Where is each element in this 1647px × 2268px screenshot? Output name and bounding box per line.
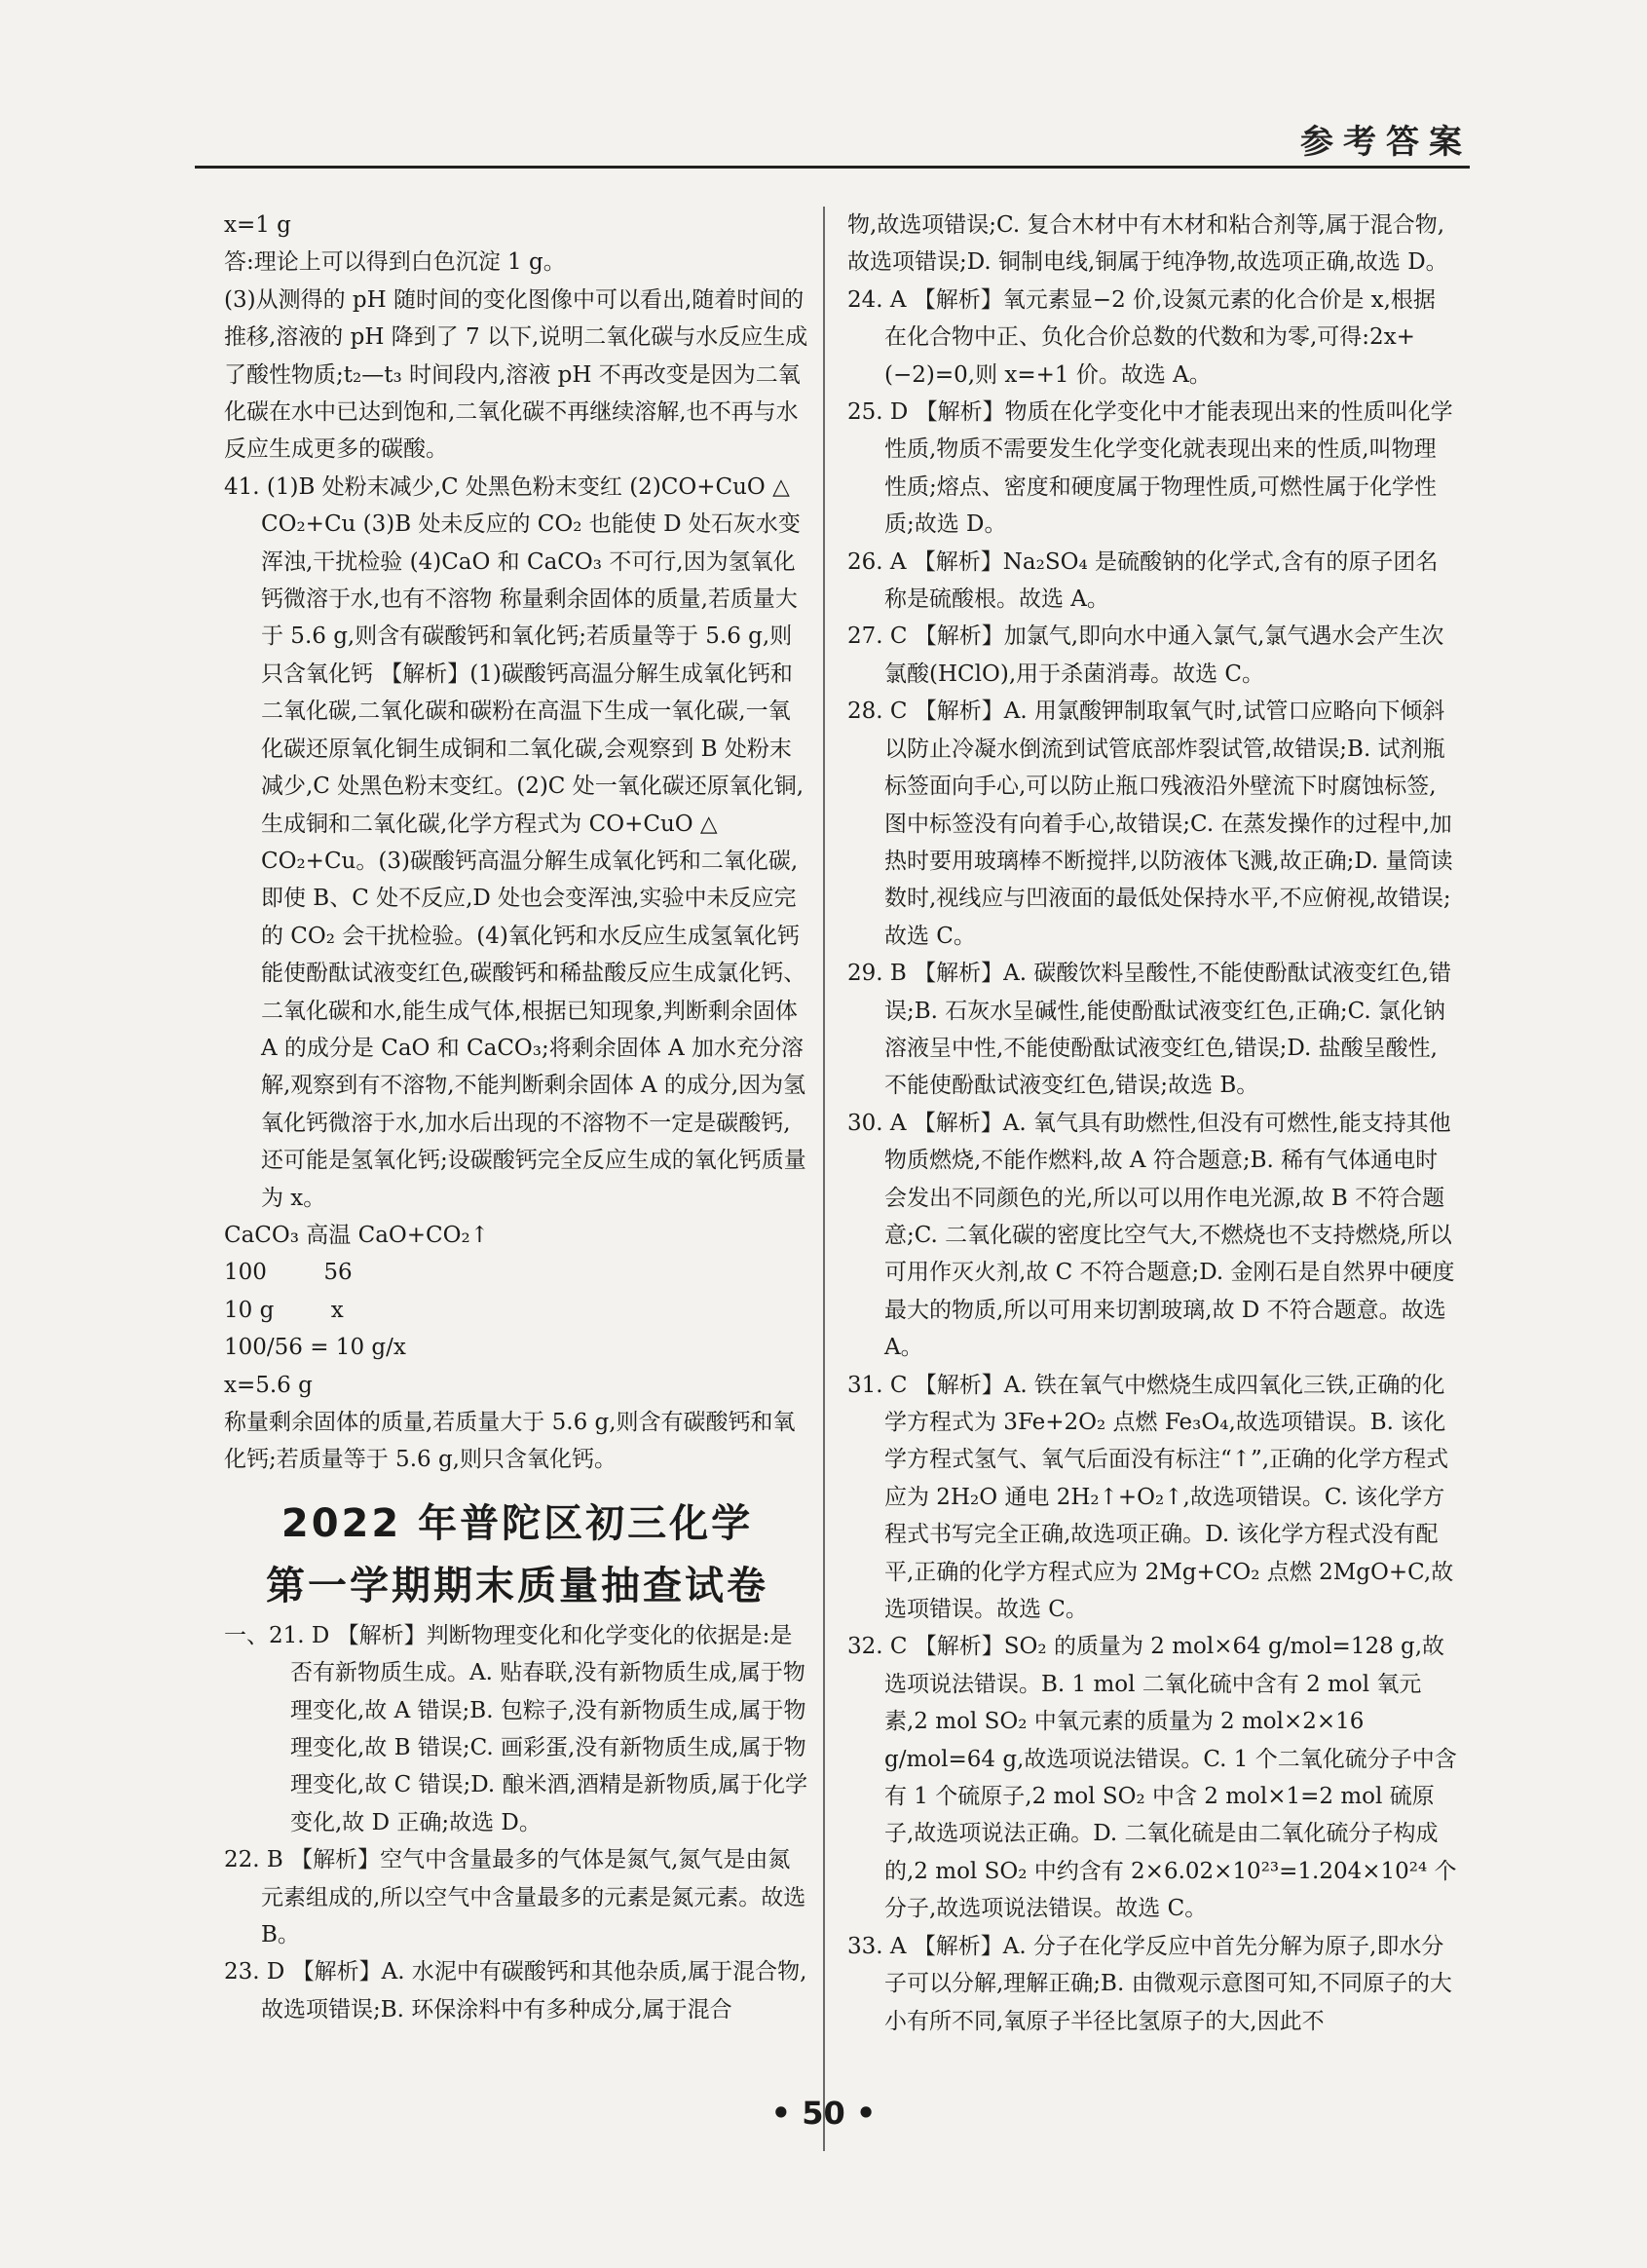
answer-26: 26. A 【解析】Na₂SO₄ 是硫酸钠的化学式,含有的原子团名称是硫酸根。故选 A。 xyxy=(847,548,1439,613)
answer-32: 32. C 【解析】SO₂ 的质量为 2 mol×64 g/mol=128 g,故选项说法错误。B. 1 mol 二氧化硫中含有 2 mol 氧元素,2 mol SO₂ 中氧元素的质量为 2 mol×2×16 g/mol=64 g,故选项说法错误。C. 1 个二氧化硫分子中含有 1 个硫原子,2 mol SO₂ 中含 2 mol×1=2 mol 硫原子,故选项说法正确。D. 二氧化硫是由二氧化硫分子构成的,2 mol SO₂ 中约含有 2×6.02×10²³=1.204×10²⁴ 个分子,故选项说法错误。故选 C。 xyxy=(847,1634,1457,1922)
answer-25: 25. D 【解析】物质在化学变化中才能表现出来的性质叫化学性质,物质不需要发生化学变化就表现出来的性质,叫物理性质;熔点、密度和硬度属于物理性质,可燃性属于化学性质;故选 D。 xyxy=(847,399,1453,538)
answer-28: 28. C 【解析】A. 用氯酸钾制取氧气时,试管口应略向下倾斜以防止冷凝水倒流到试管底部炸裂试管,故错误;B. 试剂瓶标签面向手心,可以防止瓶口残液沿外壁流下时腐蚀标签,图中标签没有向着手心,故错误;C. 在蒸发操作的过程中,加热时要用玻璃棒不断搅拌,以防液体飞溅,故正确;D. 量筒读数时,视线应与凹液面的最低处保持水平,不应俯视,故错误;故选 C。 xyxy=(847,699,1453,949)
equation-ratio: 100/56 = 10 g/x xyxy=(224,1335,406,1361)
section-title: 2022 年普陀区初三化学 xyxy=(281,1500,754,1546)
header-rule xyxy=(195,166,1470,169)
text-block: x=1 g xyxy=(224,212,291,238)
text-block: 称量剩余固体的质量,若质量大于 5.6 g,则含有碳酸钙和氧化钙;若质量等于 5.6 g,则只含氧化钙。 xyxy=(224,1410,796,1473)
text-block: 答:理论上可以得到白色沉淀 1 g。 xyxy=(224,249,566,276)
right-column xyxy=(847,207,1457,2040)
answer-29: 29. B 【解析】A. 碳酸饮料呈酸性,不能使酚酞试液变红色,错误;B. 石灰水呈碱性,能使酚酞试液变红色,正确;C. 氯化钠溶液呈中性,不能使酚酞试液变红色,错误;D. 盐酸呈酸性,不能使酚酞试液变红色,错误;故选 B。 xyxy=(847,961,1451,1099)
section-subtitle: 第一学期期末质量抽查试卷 xyxy=(266,1563,768,1608)
answer-23: 23. D 【解析】A. 水泥中有碳酸钙和其他杂质,属于混合物,故选项错误;B. 环保涂料中有多种成分,属于混合 xyxy=(224,1959,807,2022)
column-divider xyxy=(823,207,825,2151)
page-number: • 50 • xyxy=(770,2095,877,2132)
text-block: 物,故选项错误;C. 复合木材中有木材和粘合剂等,属于混合物,故选项错误;D. 铜制电线,铜属于纯净物,故选项正确,故选 D。 xyxy=(847,212,1448,276)
answer-27: 27. C 【解析】加氯气,即向水中通入氯气,氯气遇水会产生次氯酸(HClO),用于杀菌消毒。故选 C。 xyxy=(847,624,1444,687)
answer-33: 33. A 【解析】A. 分子在化学反应中首先分解为原子,即水分子可以分解,理解正确;B. 由微观示意图可知,不同原子的大小有所不同,氧原子半径比氢原子的大,因此不 xyxy=(847,1933,1452,2034)
text-block: (3)从测得的 pH 随时间的变化图像中可以看出,随着时间的推移,溶液的 pH 降到了 7 以下,说明二氧化碳与水反应生成了酸性物质;t₂—t₃ 时间段内,溶液 pH 不再改变是因为二氧化碳在水中已达到饱和,二氧化碳不再继续溶解,也不再与水反应生成更多的碳酸。 xyxy=(224,286,808,463)
equation-row: 10 g x xyxy=(224,1297,344,1323)
answer-24: 24. A 【解析】氧元素显−2 价,设氮元素的化合价是 x,根据在化合物中正、负化合价总数的代数和为零,可得:2x+(−2)=0,则 x=+1 价。故选 A。 xyxy=(847,286,1436,388)
answer-41: 41. (1)B 处粉末减少,C 处黑色粉末变红 (2)CO+CuO △ CO₂+Cu (3)B 处未反应的 CO₂ 也能使 D 处石灰水变浑浊,干扰检验 (4)CaO 和 CaCO₃ 不可行,因为氢氧化钙微溶于水,也有不溶物 称量剩余固体的质量,若质量大于 5.6 g,则含有碳酸钙和氧化钙;若质量等于 5.6 g,则只含氧化钙 【解析】(1)碳酸钙高温分解生成氧化钙和二氧化碳,二氧化碳和碳粉在高温下生成一氧化碳,一氧化碳还原氧化铜生成铜和二氧化碳,会观察到 B 处粉末减少,C 处黑色粉末变红。(2)C 处一氧化碳还原氧化铜,生成铜和二氧化碳,化学方程式为 CO+CuO △ CO₂+Cu。(3)碳酸钙高温分解生成氧化钙和二氧化碳,即使 B、C 处不反应,D 处也会变浑浊,实验中未反应完的 CO₂ 会干扰检验。(4)氧化钙和水反应生成氢氧化钙能使酚酞试液变红色,碳酸钙和稀盐酸反应生成氯化钙、二氧化碳和水,能生成气体,根据已知现象,判断剩余固体 A 的成分是 CaO 和 CaCO₃;将剩余固体 A 加水充分溶解,观察到有不溶物,不能判断剩余固体 A 的成分,因为氢氧化钙微溶于水,加水后出现的不溶物不一定是碳酸钙,还可能是氢氧化钙;设碳酸钙完全反应生成的氧化钙质量为 x。 xyxy=(224,473,806,1211)
answer-30: 30. A 【解析】A. 氧气具有助燃性,但没有可燃性,能支持其他物质燃烧,不能作燃料,故 A 符合题意;B. 稀有气体通电时会发出不同颜色的光,所以可以用作电光源,故 B 不符合题意;C. 二氧化碳的密度比空气大,不燃烧也不支持燃烧,所以可用作灭火剂,故 C 不符合题意;D. 金刚石是自然界中硬度最大的物质,所以可用来切割玻璃,故 D 不符合题意。故选 A。 xyxy=(847,1110,1455,1361)
page-header-title: 参考答案 xyxy=(1300,123,1472,162)
answer-31: 31. C 【解析】A. 铁在氧气中燃烧生成四氧化三铁,正确的化学方程式为 3Fe+2O₂ 点燃 Fe₃O₄,故选项错误。B. 该化学方程式氢气、氧气后面没有标注“↑”,正确的化学方程式应为 2H₂O 通电 2H₂↑+O₂↑,故选项错误。C. 该化学方程式书写完全正确,故选项正确。D. 该化学方程式没有配平,正确的化学方程式应为 2Mg+CO₂ 点燃 2MgO+C,故选项错误。故选 C。 xyxy=(847,1372,1454,1623)
equation-row: 100 56 xyxy=(224,1260,353,1286)
answer-21: 一、21. D 【解析】判断物理变化和化学变化的依据是:是否有新物质生成。A. 贴春联,没有新物质生成,属于物理变化,故 A 错误;B. 包粽子,没有新物质生成,属于物理变化,故 B 错误;C. 画彩蛋,没有新物质生成,属于物理变化,故 C 错误;D. 酿米酒,酒精是新物质,属于化学变化,故 D 正确;故选 D。 xyxy=(224,1622,808,1835)
equation: CaCO₃ 高温 CaO+CO₂↑ xyxy=(224,1222,489,1248)
equation-result: x=5.6 g xyxy=(224,1372,313,1398)
answer-22: 22. B 【解析】空气中含量最多的气体是氮气,氮气是由氮元素组成的,所以空气中含量最多的元素是氮元素。故选 B。 xyxy=(224,1847,813,1948)
left-column xyxy=(224,207,813,2028)
